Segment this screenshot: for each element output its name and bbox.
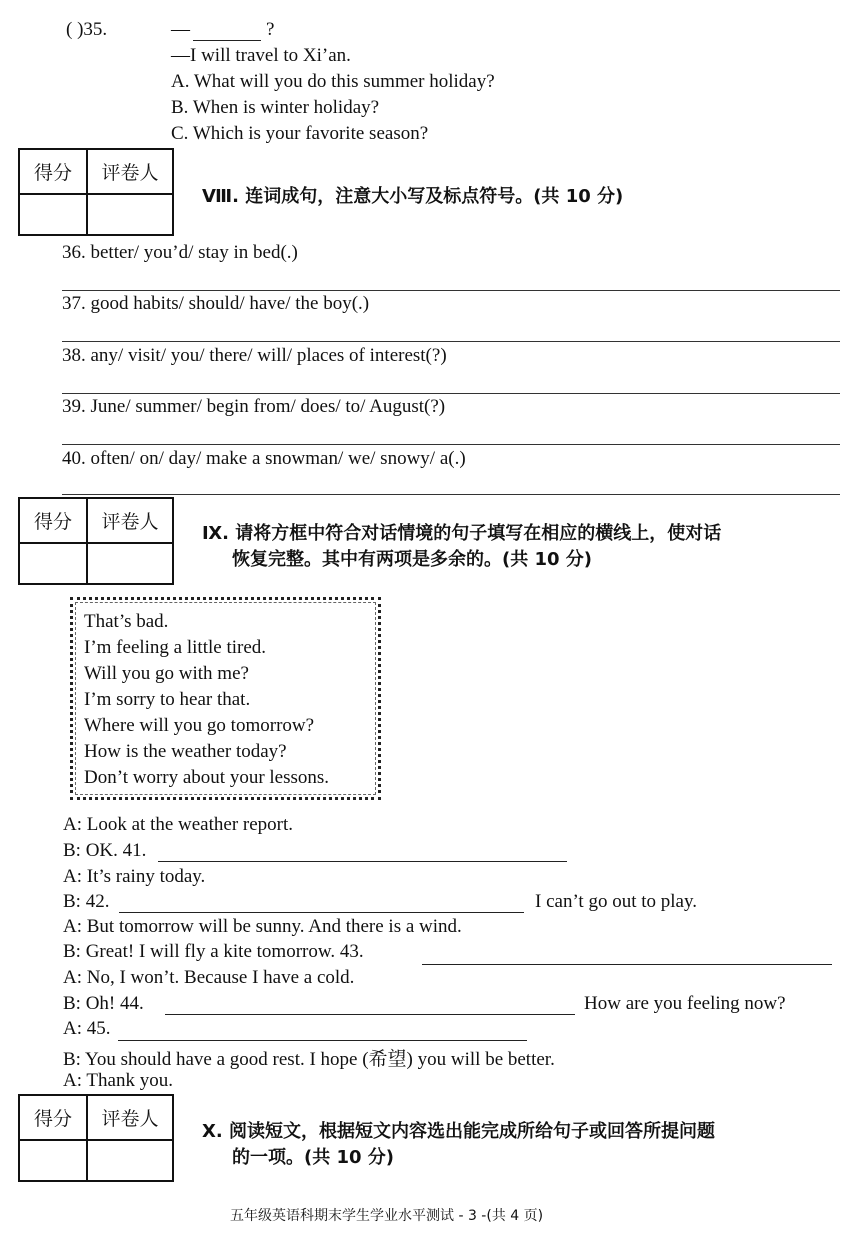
q38-text: 38. any/ visit/ you/ there/ will/ places of interest(?) [62,345,447,366]
q37-text: 37. good habits/ should/ have/ the boy(.) [62,293,370,314]
dialogue-line: A: 45. [63,1018,111,1039]
option-sentence: I’m feeling a little tired. [84,637,267,658]
dialogue-line: B: You should have a good rest. I hope (希望) you will be better. [63,1049,555,1070]
score-box-9 [18,497,174,585]
section10-title-line1: Ⅹ. 阅读短文，根据短文内容选出能完成所给句子或回答所提问题 [202,1121,715,1142]
score-box-10 [18,1094,174,1182]
option-sentence: Will you go with me? [84,663,249,684]
section9-title-line2: 恢复完整。其中有两项是多余的。(共 10 分) [232,549,593,570]
option-sentence: Where will you go tomorrow? [84,715,315,736]
dialogue-line: B: OK. 41. [63,840,147,861]
q42-blank[interactable] [119,912,524,913]
q38-answer-line[interactable] [62,393,840,394]
q35-answer: —I will travel to Xi’an. [171,45,351,66]
dialogue-line: A: No, I won’t. Because I have a cold. [63,967,355,988]
grader-label: 评卷人 [101,511,159,533]
q35-number: ( )35. [66,19,108,40]
dialogue-line: I can’t go out to play. [535,891,697,912]
grader-label: 评卷人 [101,1108,159,1130]
dialogue-line: A: But tomorrow will be sunny. And there is a wind. [63,916,462,937]
q39-text: 39. June/ summer/ begin from/ does/ to/ August(?) [62,396,446,417]
dialogue-line: B: Oh! 44. [63,993,144,1014]
q36-text: 36. better/ you’d/ stay in bed(.) [62,242,298,263]
dialogue-line: A: Thank you. [63,1070,173,1091]
score-label: 得分 [33,162,72,184]
page-footer: 五年级英语科期末学生学业水平测试 - 3 -(共 4 页) [230,1208,544,1224]
score-label: 得分 [33,1108,72,1130]
q35-blank[interactable] [193,40,261,41]
option-sentence: I’m sorry to hear that. [84,689,251,710]
q35-qmark: ? [266,19,275,40]
q43-blank[interactable] [422,964,832,965]
section8-title: Ⅷ. 连词成句，注意大小写及标点符号。(共 10 分) [202,186,624,207]
q35-option-b: B. When is winter holiday? [171,97,380,118]
option-sentence: That’s bad. [84,611,169,632]
grader-label: 评卷人 [101,162,159,184]
q35-option-c: C. Which is your favorite season? [171,123,429,144]
option-sentence: Don’t worry about your lessons. [84,767,330,788]
option-sentence: How is the weather today? [84,741,287,762]
q45-blank[interactable] [118,1040,527,1041]
dialogue-line: How are you feeling now? [584,993,786,1014]
q37-answer-line[interactable] [62,341,840,342]
q39-answer-line[interactable] [62,444,840,445]
score-box-8 [18,148,174,236]
dialogue-line: B: Great! I will fly a kite tomorrow. 43. [63,941,364,962]
q41-blank[interactable] [158,861,567,862]
dialogue-line: A: Look at the weather report. [63,814,294,835]
section9-title-line1: Ⅸ. 请将方框中符合对话情境的句子填写在相应的横线上，使对话 [202,523,722,544]
q35-option-a: A. What will you do this summer holiday? [171,71,495,92]
q35-dash: — [171,19,190,40]
dialogue-line: A: It’s rainy today. [63,866,206,887]
section10-title-line2: 的一项。(共 10 分) [232,1147,395,1168]
q40-text: 40. often/ on/ day/ make a snowman/ we/ snowy/ a(.) [62,448,466,469]
q36-answer-line[interactable] [62,290,840,291]
dialogue-line: B: 42. [63,891,110,912]
score-label: 得分 [33,511,72,533]
q44-blank[interactable] [165,1014,575,1015]
q40-answer-line[interactable] [62,494,840,495]
